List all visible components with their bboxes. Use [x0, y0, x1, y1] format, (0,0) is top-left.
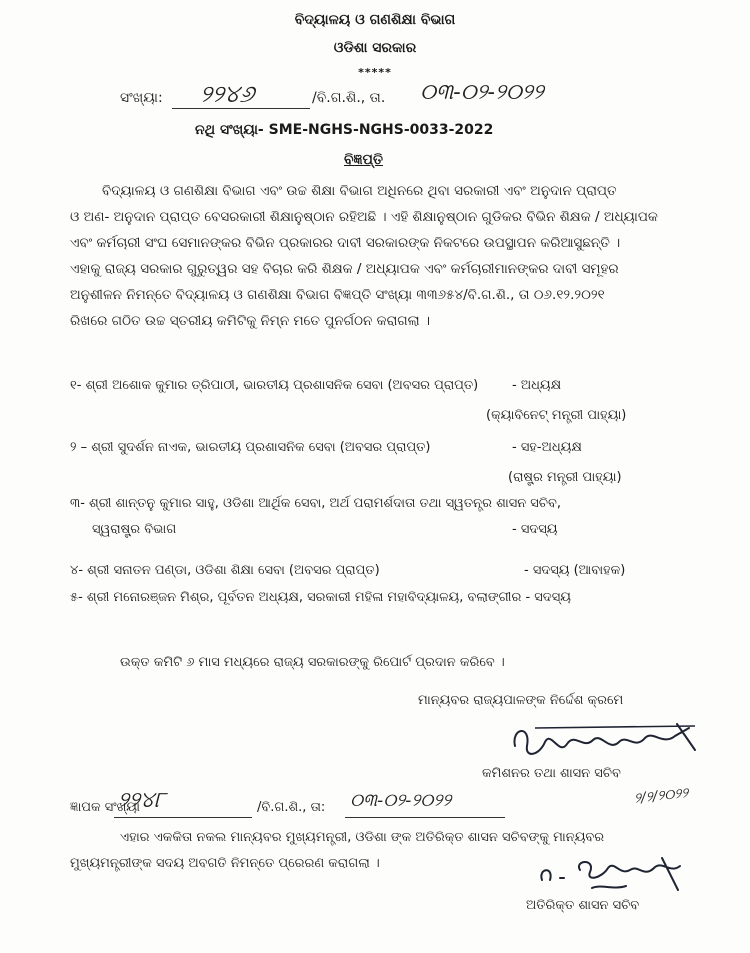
- member-2-rank: (ରାଷ୍ଟ୍ର ମନ୍ତ୍ରୀ ପାହ୍ୟା): [508, 470, 622, 485]
- member-4: ୪- ଶ୍ରୀ ସନାତନ ପଣ୍ଡା, ଓଡିଶା ଶିକ୍ଷା ସେବା (ଅବସର ପ୍ରାପ୍ତ): [70, 563, 380, 578]
- body-line-1: ବିଦ୍ୟାଳୟ ଓ ଗଣଶିକ୍ଷା ବିଭାଗ ଏବଂ ଉଚ୍ଚ ଶିକ୍ଷା ବିଭାଗ ଅଧିନରେ ଥିବା ସରକାରୀ ଏବଂ ଅନୁଦାନ ପ୍ରାପ୍ତ: [102, 183, 617, 199]
- reference-dept-code: /ବି.ଗ.ଶି., ତା.: [312, 90, 386, 106]
- member-1: ୧- ଶ୍ରୀ ଅଶୋକ କୁମାର ତ୍ରିପାଠୀ, ଭାରତୀୟ ପ୍ରଶାସନିକ ସେବା (ଅବସର ପ୍ରାପ୍ତ): [70, 378, 479, 393]
- reference-number-handwritten: ୨୨୪୬: [200, 80, 255, 108]
- reference-number-underline: [172, 108, 310, 109]
- body-line-3: ଏବଂ କର୍ମଚାରୀ ସଂଘ ସେମାନଙ୍କର ବିଭିନ ପ୍ରକାରର ଦାବୀ ସରକାରଙ୍କ ନିକଟରେ ଉପସ୍ଥାପନ କରିଆସୁଛନ୍ତି ।: [70, 235, 621, 251]
- body-line-6: ରିଖରେ ଗଠିତ ଉଚ୍ଚ ସ୍ତରୀୟ କମିଟିକୁ ନିମ୍ନ ମତେ ପୁନର୍ଗଠନ କରାଗଲା ।: [70, 313, 431, 329]
- member-2: ୨ – ଶ୍ରୀ ସୁଦର୍ଶନ ନାଏକ, ଭାରତୀୟ ପ୍ରଶାସନିକ ସେବା (ଅବସର ପ୍ରାପ୍ତ): [70, 440, 431, 455]
- order-line: ମାନ୍ୟବର ରାଜ୍ୟପାଳଙ୍କ ନିର୍ଦ୍ଦେଶ କ୍ରମେ: [418, 693, 624, 708]
- memo-number-label: ଜ୍ଞାପକ ସଂଖ୍ୟା: [70, 800, 140, 815]
- notice-title: ବିଜ୍ଞପ୍ତି: [344, 152, 383, 168]
- commissioner-signature-icon: [505, 716, 715, 766]
- member-1-role: - ଅଧ୍ୟକ୍ଷ: [512, 378, 562, 393]
- member-2-role: - ସହ-ଅଧ୍ୟକ୍ଷ: [512, 440, 582, 455]
- body-line-5: ଅନୁଶୀଳନ ନିମନ୍ତେ ବିଦ୍ୟାଳୟ ଓ ଗଣଶିକ୍ଷା ବିଭାଗ ବିଜ୍ଞପ୍ତି ସଂଖ୍ୟା ୩୩୬୫୪/ବି.ଗ.ଶି., ତା ୦୬.୧୨.୨୦୨୧: [70, 287, 605, 303]
- reference-number-label: ସଂଖ୍ୟା:: [120, 90, 163, 106]
- member-3: ୩- ଶ୍ରୀ ଶାନ୍ତନୁ କୁମାର ସାହୁ, ଓଡିଶା ଆର୍ଥିକ ସେବା, ଅର୍ଥ ପରାମର୍ଶଦାତା ତଥା ସ୍ୱତନ୍ତ୍ର ଶାସନ ସଚିବ,: [70, 496, 561, 511]
- member-3-dept: ସ୍ୱରାଷ୍ଟ୍ର ବିଭାଗ: [92, 522, 177, 537]
- reference-date-handwritten: ୦୩-୦୨-୨୦୨୨: [420, 80, 544, 105]
- member-4-role: - ସଦସ୍ୟ (ଆବାହକ): [524, 563, 626, 578]
- report-line: ଉକ୍ତ କମିଟି ୬ ମାସ ମଧ୍ୟରେ ରାଜ୍ୟ ସରକାରଙ୍କୁ ରିପୋର୍ଟ ପ୍ରଦାନ କରିବେ ।: [120, 655, 505, 670]
- body-line-4: ଏହାକୁ ରାଜ୍ୟ ସରକାର ଗୁରୁତ୍ୱର ସହ ବିଚାର କରି ଶିକ୍ଷକ / ଅଧ୍ୟାପକ ଏବଂ କର୍ମଚାରୀମାନଙ୍କର ଦାବୀ ସମୂହର: [70, 261, 619, 277]
- signature-date: ୨/୨/୨୦୨୨: [633, 785, 690, 807]
- member-1-rank: (କ୍ୟାବିନେଟ୍ ମନ୍ତ୍ରୀ ପାହ୍ୟା): [486, 408, 627, 423]
- memo-line-2: ମୁଖ୍ୟମନ୍ତ୍ରୀଙ୍କ ସଦୟ ଅବଗତି ନିମନ୍ତେ ପ୍ରେରଣ କରାଗଲା ।: [70, 856, 380, 871]
- memo-number-underline: [114, 817, 252, 818]
- memo-line-1: ଏହାର ଏକକିତା ନକଲ ମାନ୍ୟବର ମୁଖ୍ୟମନ୍ତ୍ରୀ, ଓଡିଶା ଙ୍କ ଅତିରିକ୍ତ ଶାସନ ସଚିବଙ୍କୁ ମାନ୍ୟବର: [120, 830, 605, 845]
- additional-secretary-designation: ଅତିରିକ୍ତ ଶାସନ ସଚିବ: [526, 898, 640, 913]
- additional-secretary-signature-icon: [530, 850, 710, 902]
- header-stars: *****: [358, 66, 392, 79]
- member-3-role: - ସଦସ୍ୟ: [512, 522, 558, 537]
- file-number: ନଥି ସଂଖ୍ୟା- SME-NGHS-NGHS-0033-2022: [195, 122, 494, 138]
- commissioner-designation: କମିଶନର ତଥା ଶାସନ ସଚିବ: [482, 766, 621, 781]
- member-5: ୫- ଶ୍ରୀ ମନୋରଞ୍ଜନ ମିଶ୍ର, ପୂର୍ବତନ ଅଧ୍ୟକ୍ଷ, ସରକାରୀ ମହିଳା ମହାବିଦ୍ୟାଳୟ, ବଲାଙ୍ଗୀର - ସଦସ୍ୟ: [70, 590, 571, 605]
- body-line-2: ଓ ଅଣ- ଅନୁଦାନ ପ୍ରାପ୍ତ ବେସରକାରୀ ଶିକ୍ଷାନୁଷ୍ଠାନ ରହିଅଛି । ଏହି ଶିକ୍ଷାନୁଷ୍ଠାନ ଗୁଡିକର ବିଭିନ ଶିକ୍ଷକ / ଅଧ୍ୟାପକ: [70, 209, 658, 225]
- memo-date-handwritten: ୦୩-୦୨-୨୦୨୨: [350, 790, 452, 811]
- memo-dept-code: /ବି.ଗ.ଶି., ତା:: [257, 800, 326, 815]
- memo-date-underline: [345, 817, 505, 818]
- department-name: ବିଦ୍ୟାଳୟ ଓ ଗଣଶିକ୍ଷା ବିଭାଗ: [294, 12, 456, 28]
- government-name: ଓଡିଶା ସରକାର: [333, 40, 417, 56]
- memo-number-handwritten: ୨୨୪୮: [118, 788, 166, 813]
